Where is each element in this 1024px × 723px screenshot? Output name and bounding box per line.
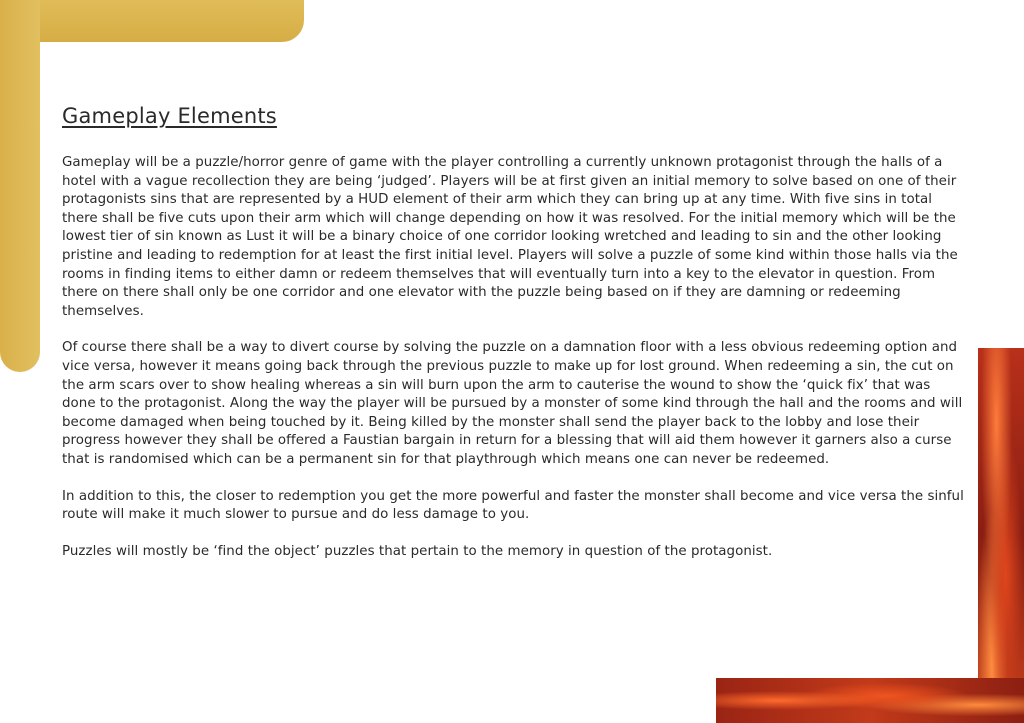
fire-texture-decoration-right	[978, 348, 1024, 723]
paragraph-puzzles: Puzzles will mostly be ‘find the object’ puzzles that pertain to the memory in question of the protagonist.	[62, 543, 773, 559]
paragraph-gameplay-overview: Gameplay will be a puzzle/horror genre of game with the player controlling a currently unknown protagonist through the halls of a hotel with a vague recollection they are being ‘judged’. Players will be at first given an initial memory to solve based on one of their protagonists sins that are represented by a HUD element of their arm which they can bring up at any time. With five sins in total there shall be five cuts upon their arm which will change depending on how it was resolved. For the initial memory which will be the lowest tier of sin known as Lust it will be a binary choice of one corridor looking wretched and leading to sin and the other looking pristine and leading to redemption for at least the first initial level. Players will solve a puzzle of some kind within those halls via the rooms in finding items to either damn or redeem themselves that will eventually turn into a key to the elevator in question. From there on there shall only be one corridor and one elevator with the puzzle being based on if they are damning or redeeming themselves.	[62, 155, 958, 319]
section-heading: Gameplay Elements	[62, 104, 277, 128]
document-body	[62, 104, 966, 579]
paragraph-divert-course: Of course there shall be a way to divert course by solving the puzzle on a damnation floor with a less obvious redeeming option and vice versa, however it means going back through the previous puzzle to make up for lost ground. When redeeming a sin, the cut on the arm scars over to show healing whereas a sin will burn upon the arm to cauterise the wound to show the ‘quick fix’ that was done to the protagonist. Along the way the player will be pursued by a monster of some kind through the hall and the rooms and will become damaged when being touched by it. Being killed by the monster shall send the player back to the lobby and lose their progress however they shall be offered a Faustian bargain in return for a blessing that will aid them however it garners also a curse that is randomised which can be a permanent sin for that playthrough which means one can never be redeemed.	[62, 340, 963, 467]
paragraph-monster-scaling: In addition to this, the closer to redemption you get the more powerful and faster the monster shall become and vice versa the sinful route will make it much slower to pursue and do less damage to you.	[62, 488, 964, 523]
gold-corner-decoration-top	[0, 0, 304, 42]
fire-texture-decoration-bottom	[716, 678, 1024, 723]
gold-corner-decoration-left	[0, 0, 40, 372]
